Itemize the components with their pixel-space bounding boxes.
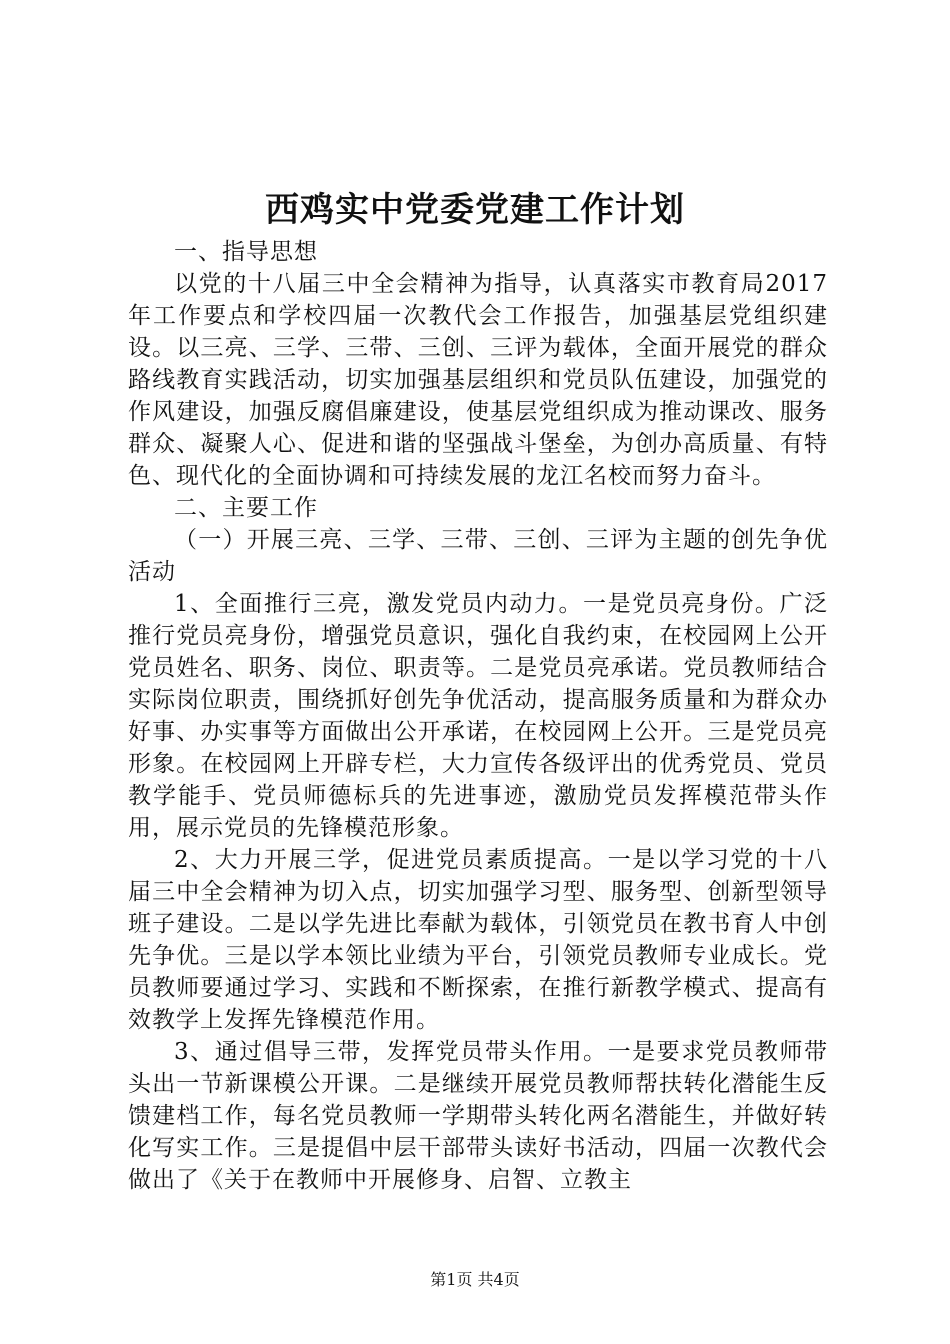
- paragraph-item-3: 3、通过倡导三带，发挥党员带头作用。一是要求党员教师带头出一节新课模公开课。二是继续开展党员教师帮扶转化潜能生反馈建档工作，每名党员教师一学期带头转化两名潜能生，并做好转化写实工作。三是提倡中层干部带头读好书活动，四届一次教代会做出了《关于在教师中开展修身、启智、立教主: [128, 1039, 828, 1193]
- paragraph-guiding-thought: 以党的十八届三中全会精神为指导，认真落实市教育局2017年工作要点和学校四届一次教代会工作报告，加强基层党组织建设。以三亮、三学、三带、三创、三评为载体，全面开展党的群众路线教育实践活动，切实加强基层组织和党员队伍建设，加强党的作风建设，加强反腐倡廉建设，使基层党组织成为推动课改、服务群众、凝聚人心、促进和谐的坚强战斗堡垒，为创办高质量、有特色、现代化的全面协调和可持续发展的龙江名校而努力奋斗。: [128, 271, 828, 489]
- document-title: 西鸡实中党委党建工作计划: [265, 190, 685, 230]
- subsection-heading-activities: （一）开展三亮、三学、三带、三创、三评为主题的创先争优活动: [128, 527, 828, 585]
- page-footer: 第1页 共4页: [430, 1270, 520, 1289]
- section-heading-guiding-thought: 一、指导思想: [174, 239, 318, 265]
- paragraph-item-1: 1、全面推行三亮，激发党员内动力。一是党员亮身份。广泛推行党员亮身份，增强党员意识，强化自我约束，在校园网上公开党员姓名、职务、岗位、职责等。二是党员亮承诺。党员教师结合实际岗位职责，围绕抓好创先争优活动，提高服务质量和为群众办好事、办实事等方面做出公开承诺，在校园网上公开。三是党员亮形象。在校园网上开辟专栏，大力宣传各级评出的优秀党员、党员教学能手、党员师德标兵的先进事迹，激励党员发挥模范带头作用，展示党员的先锋模范形象。: [128, 591, 828, 841]
- document-body: [128, 236, 828, 1196]
- section-heading-main-work: 二、主要工作: [174, 495, 318, 521]
- paragraph-item-2: 2、大力开展三学，促进党员素质提高。一是以学习党的十八届三中全会精神为切入点，切实加强学习型、服务型、创新型领导班子建设。二是以学先进比奉献为载体，引领党员在教书育人中创先争优。三是以学本领比业绩为平台，引领党员教师专业成长。党员教师要通过学习、实践和不断探索，在推行新教学模式、提高有效教学上发挥先锋模范作用。: [128, 847, 828, 1033]
